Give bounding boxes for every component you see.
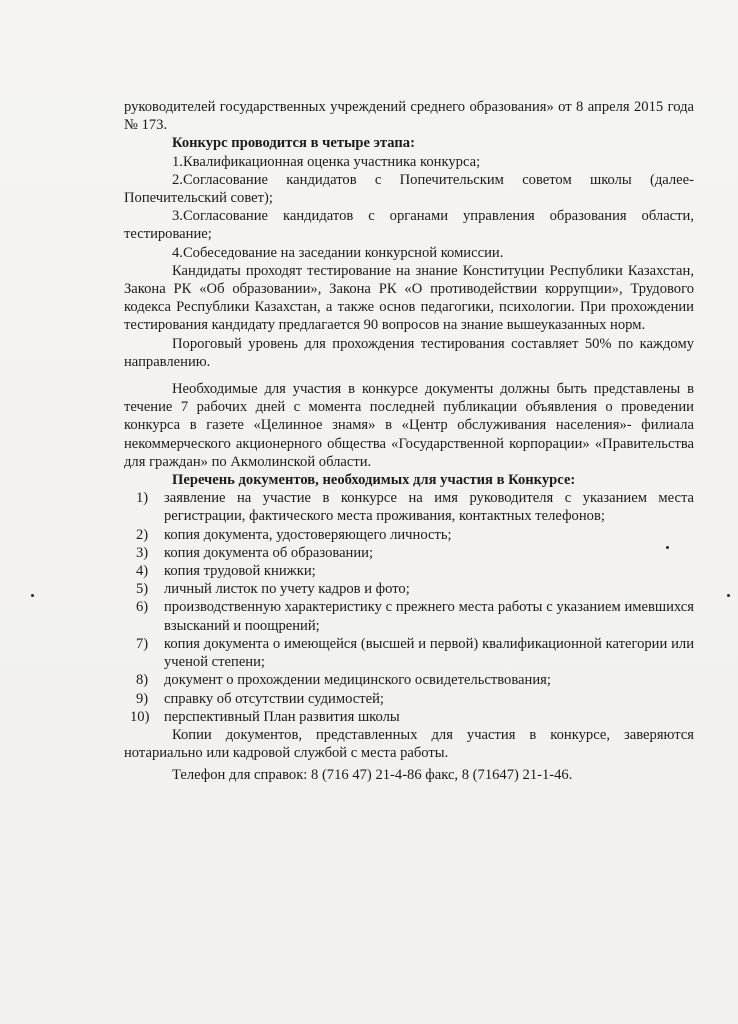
list-item: [124, 671, 694, 689]
list-item-text: копия документа, удостоверяющего личность;: [164, 526, 452, 543]
list-item: [124, 708, 694, 726]
documents-paragraph: Необходимые для участия в конкурсе документы должны быть представлены в течение 7 рабочих дней с момента последней публикации объявления о проведении конкурса в газете «Целинное знамя» в «Центр обслуживания населения»- филиала некоммерческого акционерного общества «Государственной корпорации» «Правительства для граждан» по Акмолинской области.: [124, 381, 694, 470]
list-item-text: справку об отсутствии судимостей;: [164, 690, 384, 707]
documents-heading: Перечень документов, необходимых для участия в Конкурсе:: [172, 472, 576, 489]
phone-line: Телефон для справок: 8 (716 47) 21-4-86 факс, 8 (71647) 21-1-46.: [172, 767, 573, 784]
stage-2: 2.Согласование кандидатов с Попечительским советом школы (далее-Попечительский совет);: [124, 171, 694, 207]
list-item-text: производственную характеристику с прежнего места работы с указанием имевшихся взысканий и поощрений;: [164, 599, 694, 634]
list-item-text: заявление на участие в конкурсе на имя руководителя с указанием места регистрации, фактического места проживания, контактных телефонов;: [164, 490, 694, 525]
list-item: [124, 635, 694, 671]
list-item-number: 8): [136, 672, 149, 689]
list-item: [124, 489, 694, 525]
list-item-number: 1): [136, 490, 149, 507]
stage-4: 4.Собеседование на заседании конкурсной комиссии.: [172, 244, 504, 261]
threshold-paragraph: Пороговый уровень для прохождения тестирования составляет 50% по каждому направлению.: [124, 335, 694, 370]
list-item-text: личный листок по учету кадров и фото;: [164, 581, 410, 598]
scan-speck: [727, 594, 730, 597]
list-item: [124, 562, 694, 580]
list-item: [124, 598, 694, 634]
stage-1: 1.Квалификационная оценка участника конкурса;: [172, 153, 481, 170]
list-item-number: 5): [136, 581, 149, 598]
list-item-text: копия трудовой книжки;: [164, 563, 316, 580]
list-item-text: документ о прохождении медицинского освидетельствования;: [164, 672, 551, 689]
list-item-text: перспективный План развития школы: [164, 708, 400, 725]
scan-speck: [666, 546, 669, 549]
testing-paragraph: Кандидаты проходят тестирование на знание Конституции Республики Казахстан, Закона РК «Об образовании», Закона РК «О противодействии коррупции», Трудового кодекса Республики Казахстан, а также основ педагогики, психологии. При прохождении тестирования кандидату предлагается 90 вопросов на знание вышеуказанных норм.: [124, 262, 694, 334]
documents-list: [124, 489, 694, 726]
list-item-number: 4): [136, 563, 149, 580]
list-item: [124, 580, 694, 598]
list-item: [124, 526, 694, 544]
scan-speck: [31, 594, 34, 597]
list-item-number: 9): [136, 690, 149, 707]
list-item-number: 10): [130, 708, 150, 725]
copies-paragraph: Копии документов, представленных для участия в конкурсе, заверяются нотариально или кадровой службой с места работы.: [124, 726, 694, 762]
list-item-number: 7): [136, 635, 149, 652]
list-item-text: копия документа об образовании;: [164, 544, 374, 561]
stages-heading: Конкурс проводится в четыре этапа:: [172, 135, 415, 152]
stage-3: 3.Согласование кандидатов с органами управления образования области, тестирование;: [124, 208, 694, 243]
list-item: [124, 690, 694, 708]
list-item-number: 2): [136, 526, 149, 543]
top-paragraph: руководителей государственных учреждений среднего образования» от 8 апреля 2015 года № 173.: [124, 99, 694, 134]
list-item: [124, 544, 694, 562]
document-body: [124, 98, 694, 785]
list-item-number: 6): [136, 599, 149, 616]
list-item-number: 3): [136, 544, 149, 561]
list-item-text: копия документа о имеющейся (высшей и первой) квалификационной категории или ученой степени;: [164, 635, 694, 671]
